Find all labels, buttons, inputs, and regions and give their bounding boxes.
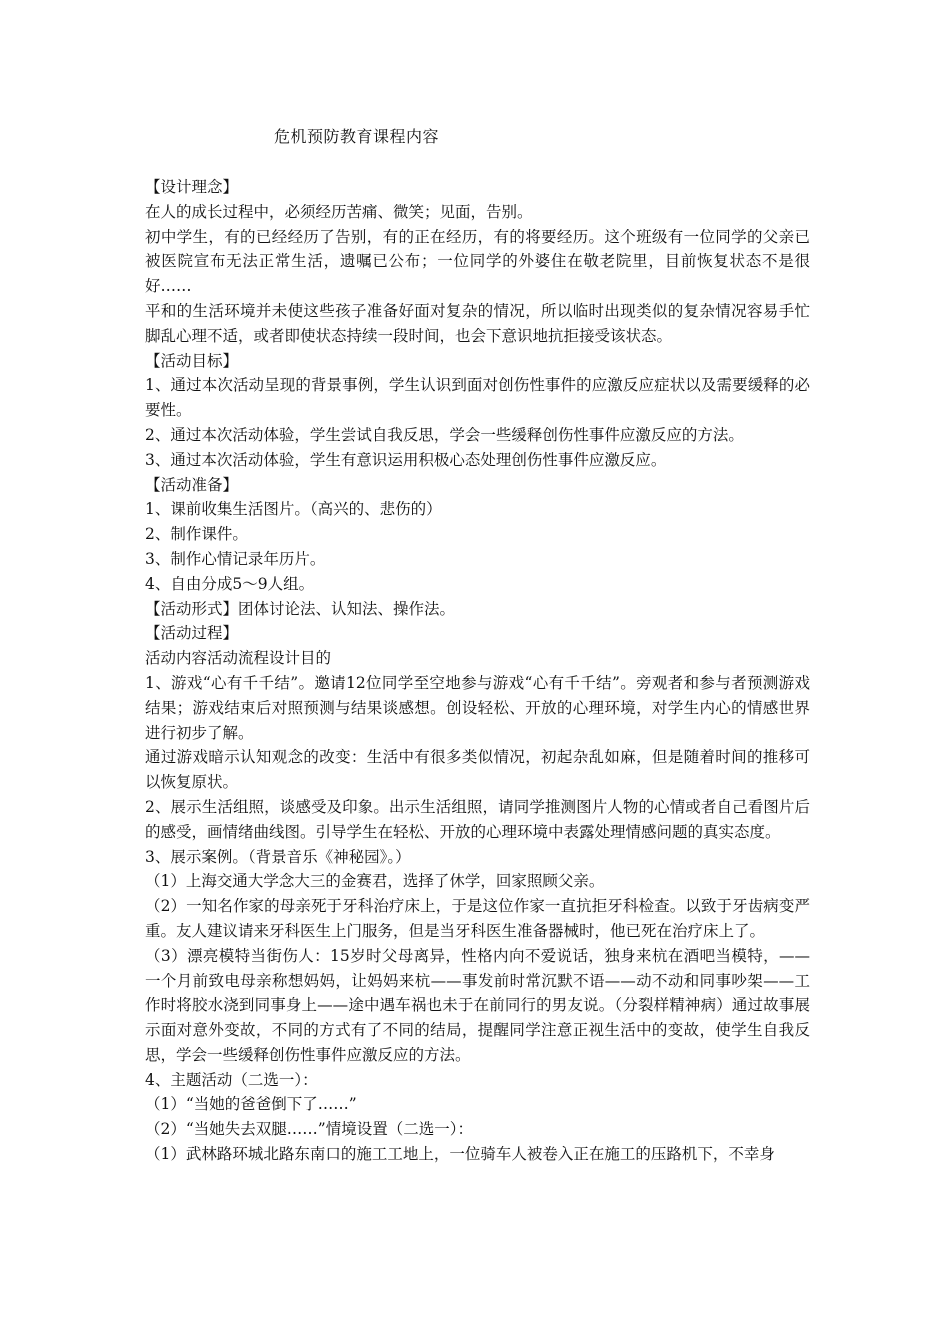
list-item: 3、展示案例。（背景音乐《神秘园》。） <box>145 847 411 866</box>
section-heading-design-concept: 【设计理念】 <box>145 178 239 196</box>
case-item: （3）漂亮模特当街伤人：15岁时父母离异，性格内向不爱说话，独身来杭在酒吧当模特，——一个月前致电母亲称想妈妈，让妈妈来杭——事发前时常沉默不语——动不动和同事吵架——工作时将胶水浇到同事身上——途中遇车祸也未于在前同行的男友说。（分裂样精神病）通过故事展示面对意外变故，不同的方式有了不同的结局，提醒同学注意正视生活中的变故，使学生自我反思，学会一些缓释创伤性事件应激反应的方法。 <box>145 946 810 1064</box>
paragraph: 平和的生活环境并未使这些孩子准备好面对复杂的情况，所以临时出现类似的复杂情况容易手忙脚乱心理不适，或者即使状态持续一段时间，也会下意识地抗拒接受该状态。 <box>145 301 810 345</box>
document-title: 危机预防教育课程内容 <box>274 127 440 146</box>
section-heading-activity-goals: 【活动目标】 <box>145 351 239 370</box>
list-item: 1、游戏“心有千千结”。邀请12位同学至空地参与游戏“心有千千结”。旁观者和参与者预测游戏结果；游戏结束后对照预测与结果谈感想。创设轻松、开放的心理环境，对学生内心的情感世界进行初步了解。 <box>145 673 810 742</box>
paragraph: 通过游戏暗示认知观念的改变：生活中有很多类似情况，初起杂乱如麻，但是随着时间的推移可以恢复原状。 <box>145 748 810 792</box>
paragraph: 在人的成长过程中，必须经历苦痛、微笑；见面，告别。 <box>145 202 533 221</box>
list-item: 1、通过本次活动呈现的背景事例，学生认识到面对创伤性事件的应激反应症状以及需要缓释的必要性。 <box>145 376 810 420</box>
case-item: （1）上海交通大学念大三的金赛君，选择了休学，回家照顾父亲。 <box>145 872 605 891</box>
document-body <box>145 175 810 1167</box>
list-item: 3、制作心情记录年历片。 <box>145 549 326 568</box>
option-item: （1）“当她的爸爸倒下了……” <box>145 1095 357 1114</box>
case-item: （2）一知名作家的母亲死于牙科治疗床上，于是这位作家一直抗拒牙科检查。以致于牙齿病变严重。友人建议请来牙科医生上门服务，但是当牙科医生准备器械时，他已死在治疗床上了。 <box>145 897 810 940</box>
paragraph: 初中学生，有的已经经历了告别，有的正在经历，有的将要经历。这个班级有一位同学的父亲已被医院宣布无法正常生活，遗嘱已公布；一位同学的外婆住在敬老院里，目前恢复状态不是很好…… <box>145 227 810 296</box>
section-heading-activity-process: 【活动过程】 <box>145 624 239 643</box>
list-item: 1、课前收集生活图片。（高兴的、悲伤的） <box>145 500 442 519</box>
list-item: 3、通过本次活动体验，学生有意识运用积极心态处理创伤性事件应激反应。 <box>145 450 667 469</box>
list-item: 2、制作课件。 <box>145 525 248 544</box>
list-item: 4、自由分成5～9人组。 <box>145 574 315 593</box>
option-item: （2）“当她失去双腿……”情境设置（二选一）： <box>145 1120 473 1139</box>
list-item: 4、主题活动（二选一）： <box>145 1070 318 1089</box>
section-heading-activity-form: 【活动形式】团体讨论法、认知法、操作法。 <box>145 599 456 618</box>
case-item: （1）武林路环城北路东南口的施工工地上，一位骑车人被卷入正在施工的压路机下，不幸身 <box>145 1145 775 1164</box>
section-heading-activity-preparation: 【活动准备】 <box>145 475 239 494</box>
list-item: 2、通过本次活动体验，学生尝试自我反思，学会一些缓释创伤性事件应激反应的方法。 <box>145 425 744 444</box>
list-item: 2、展示生活组照，谈感受及印象。出示生活组照，请同学推测图片人物的心情或者自己看图片后的感受，画情绪曲线图。引导学生在轻松、开放的心理环境中表露处理情感问题的真实态度。 <box>145 797 810 841</box>
paragraph: 活动内容活动流程设计目的 <box>145 649 332 668</box>
